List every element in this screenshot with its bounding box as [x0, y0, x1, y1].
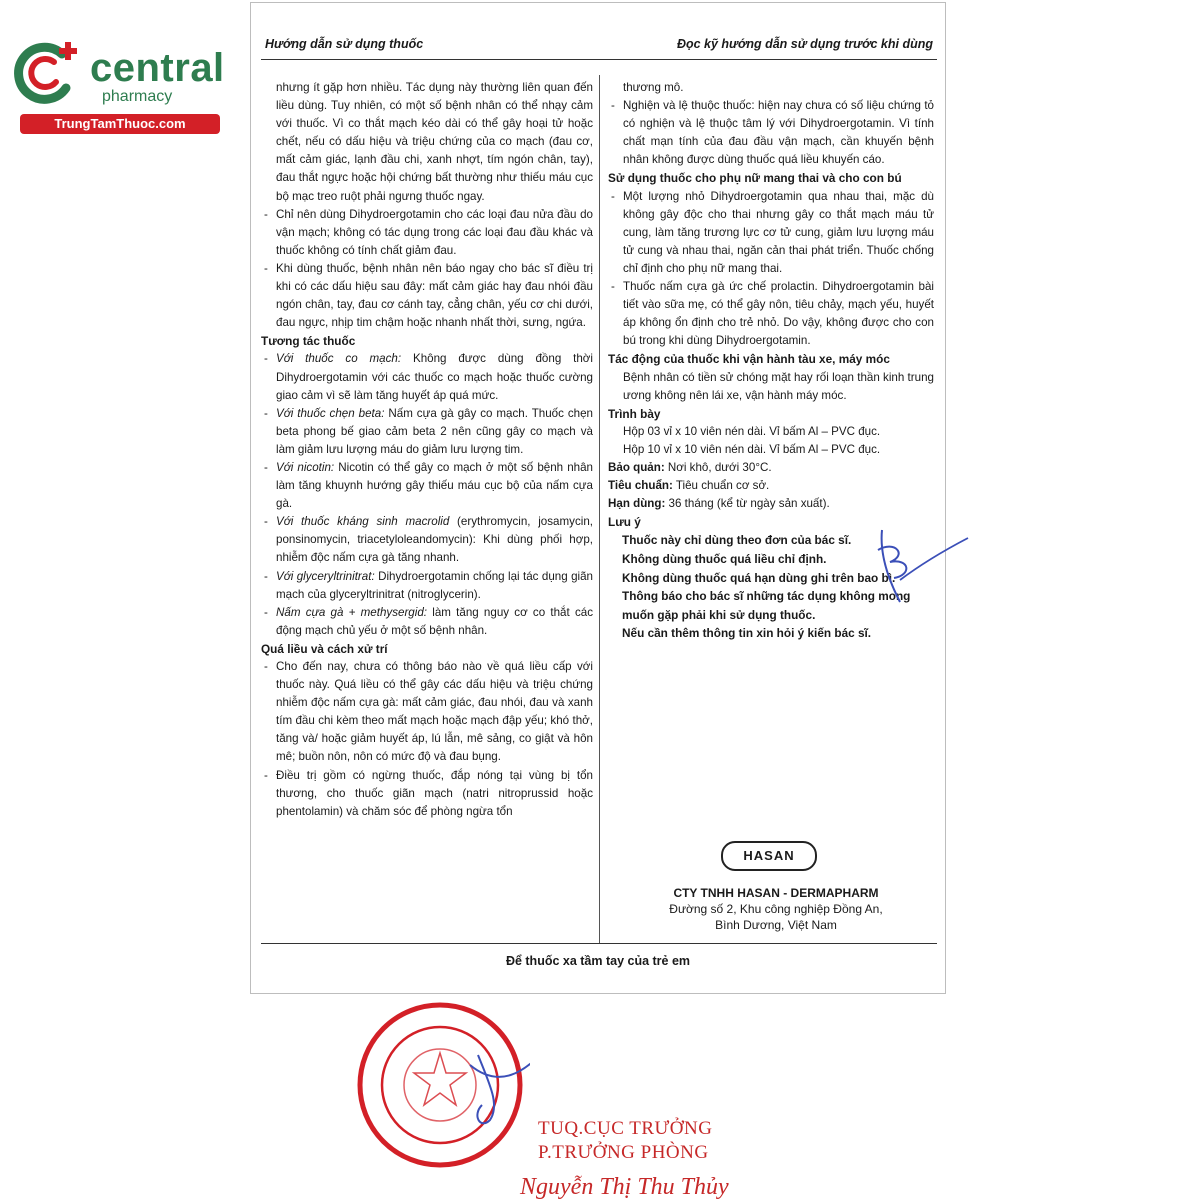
footer-divider: [261, 943, 937, 944]
intro-paragraph: nhưng ít gặp hơn nhiều. Tác dụng này thường liên quan đến liều dùng. Tuy nhiên, có một số bệnh nhân có thể nhạy cảm với thuốc. Vì co thắt mạch kéo dài có thể gây hoại tử hoặc chết, nếu có dấu hiệu và triệu chứng của co mạch (đau cơ, mất cảm giác, lạnh đầu chi, xanh nhợt, tím ngón chân, tay), đau thắt ngực hoặc hội chứng bất thường như thiếu máu cục bộ mạc treo ruột phải ngưng thuốc ngay.: [276, 81, 593, 203]
storage-line: [608, 459, 934, 477]
interaction-label: Với nicotin:: [276, 460, 335, 474]
header-right: Đọc kỹ hướng dẫn sử dụng trước khi dùng: [676, 37, 933, 51]
standard-value: Tiêu chuẩn cơ sở.: [672, 479, 770, 493]
presentation-item: Hộp 10 vỉ x 10 viên nén dài. Vỉ bấm Al – PVC đục.: [623, 442, 881, 456]
storage-value: Nơi khô, dưới 30°C.: [664, 460, 772, 474]
overdose-item: - Điều trị gồm có ngừng thuốc, đắp nóng tại vùng bị tổn thương, cho thuốc giãn mạch (natri nitroprussid hoặc phentolamin) và chăm sóc để phòng ngừa tổn: [261, 767, 593, 821]
company-address-line: Bình Dương, Việt Nam: [715, 918, 837, 932]
pharmacy-logo: [10, 36, 225, 136]
interaction-text: (erythromycin, josamycin, ponsinomycin, triacetyloleandomycin): Khi dùng phối hợp, nhiễm độc nấm cựa gà tăng nhanh.: [276, 515, 593, 565]
official-stamp-icon: [350, 995, 530, 1175]
standard-line: [608, 477, 934, 495]
interaction-text: Nấm cựa gà gây co mạch. Thuốc chẹn beta phong bế giao cảm beta 2 nên cũng gây co mạch và làm giảm lưu lượng máu do giảm lưu lượng tim.: [276, 406, 593, 456]
leaflet-page: [250, 2, 946, 994]
signature-title-2: P.TRƯỞNG PHÒNG: [538, 1142, 709, 1163]
expiry-line: [608, 495, 934, 513]
section-title-notes: Lưu ý: [608, 515, 641, 530]
signature-block: [520, 1118, 729, 1201]
signature-title-1: TUQ.CỤC TRƯỞNG: [538, 1118, 713, 1139]
header-divider: [261, 59, 937, 60]
interaction-item: [261, 405, 593, 459]
interaction-label: Với thuốc kháng sinh macrolid: [276, 515, 450, 529]
continuation-text: thương mô.: [623, 81, 684, 94]
section-title-driving: Tác động của thuốc khi vận hành tàu xe, máy móc: [608, 352, 890, 367]
expiry-value: 36 tháng (kể từ ngày sản xuất).: [665, 497, 830, 511]
interaction-label: Nấm cựa gà + methysergid:: [276, 605, 428, 619]
section-title-pregnancy: Sử dụng thuốc cho phụ nữ mang thai và cho con bú: [608, 171, 902, 186]
pregnancy-item: - Một lượng nhỏ Dihydroergotamin qua nhau thai, mặc dù không gây độc cho thai nhưng gây co thắt mạch máu tử cung, làm tăng trương lực cơ tử cung, giảm lưu lượng máu tử cung và nhau thai, ngăn cản thai phát triển. Thuốc chống chỉ định cho phụ nữ mang thai.: [608, 188, 934, 278]
interaction-label: Với thuốc chẹn beta:: [276, 406, 385, 420]
note-item: Không dùng thuốc quá hạn dùng ghi trên bao bì.: [622, 570, 896, 585]
bullet-item: - Khi dùng thuốc, bệnh nhân nên báo ngay cho bác sĩ điều trị khi có các dấu hiệu sau đây: mất cảm giác hay đau nhói đầu ngón chân, tay, đau cơ cánh tay, cẳng chân, yếu cơ chi dưới, đau ngực, nhịp tim chậm hoặc nhanh nhất thời, sưng, ngứa.: [261, 260, 593, 332]
interaction-item: [261, 459, 593, 513]
interaction-item: [261, 568, 593, 604]
storage-label: Bảo quản:: [608, 460, 665, 474]
dependency-item: - Nghiện và lệ thuộc thuốc: hiện nay chưa có số liệu chứng tỏ có nghiện và lệ thuộc tâm lý với Dihydroergotamin. Vì tính chất mạn tính của đau đầu vận mạch, cần khuyến bệnh nhân không được dùng thuốc quá liều khuyến cáo.: [608, 97, 934, 169]
logo-url: TrungTamThuoc.com: [20, 114, 220, 134]
section-title-presentation: Trình bày: [608, 406, 661, 421]
note-item: Thông báo cho bác sĩ những tác dụng không mong muốn gặp phải khi sử dụng thuốc.: [622, 589, 911, 622]
section-title-overdose: Quá liều và cách xử trí: [261, 641, 388, 656]
logo-brand: central: [90, 46, 225, 90]
manufacturer-logo: HASAN: [721, 841, 817, 871]
company-name: CTY TNHH HASAN - DERMAPHARM: [673, 886, 879, 900]
interaction-item: [261, 513, 593, 567]
note-item: Nếu cần thêm thông tin xin hỏi ý kiến bác sĩ.: [622, 626, 872, 641]
interaction-label: Với thuốc co mạch:: [276, 352, 402, 366]
section-title-interactions: Tương tác thuốc: [261, 334, 356, 349]
driving-text: Bệnh nhân có tiền sử chóng mặt hay rối loạn thần kinh trung ương không nên lái xe, vận hành máy móc.: [623, 370, 934, 402]
interaction-text: Không được dùng đồng thời Dihydroergotamin với các thuốc co mạch hoặc thuốc cường giao cảm vì sẽ làm tăng huyết áp quá mức.: [276, 352, 593, 402]
signer-name: Nguyễn Thị Thu Thủy: [520, 1174, 729, 1200]
interaction-item: [261, 350, 593, 404]
interaction-item: [261, 604, 593, 640]
interaction-text: Nicotin có thể gây co mạch ở một số bệnh nhân làm tăng khuynh hướng gây thiếu máu cục bộ của nấm cựa gà.: [276, 460, 594, 511]
standard-label: Tiêu chuẩn:: [608, 479, 673, 493]
presentation-item: Hộp 03 vỉ x 10 viên nén dài. Vỉ bấm Al – PVC đục.: [623, 424, 881, 438]
left-column: [261, 79, 593, 821]
company-address-line: Đường số 2, Khu công nghiệp Đồng An,: [669, 902, 883, 916]
footer-warning: Để thuốc xa tầm tay của trẻ em: [505, 954, 691, 968]
note-item: Thuốc này chỉ dùng theo đơn của bác sĩ.: [622, 533, 852, 548]
header-left: Hướng dẫn sử dụng thuốc: [265, 37, 424, 51]
interaction-text: Dihydroergotamin chống lại tác dụng giãn mạch của glyceryltrinitrat (nitroglycerin).: [276, 569, 593, 601]
note-item: Không dùng thuốc quá liều chỉ định.: [622, 551, 827, 566]
interaction-text: làm tăng nguy cơ co thắt các động mạch chủ yếu ở một số bệnh nhân.: [276, 605, 593, 637]
pregnancy-item: - Thuốc nấm cựa gà ức chế prolactin. Dihydroergotamin bài tiết vào sữa mẹ, có thể gây nôn, tiêu chảy, mạch yếu, huyết áp không ổn định cho trẻ nhỏ. Do vậy, không được cho con bú trong khi dùng Dihydroergotamin.: [608, 278, 934, 350]
logo-subtitle: pharmacy: [102, 88, 173, 105]
company-block: [608, 885, 944, 933]
logo-c-icon: [10, 36, 90, 112]
column-divider: [599, 75, 600, 943]
bullet-item: - Chỉ nên dùng Dihydroergotamin cho các loại đau nửa đầu do vận mạch; không có tác dụng trong các loại đau đầu khác và thuốc không có tính chất giảm đau.: [261, 206, 593, 260]
handwritten-mark-icon: [860, 520, 970, 610]
expiry-label: Hạn dùng:: [608, 497, 666, 511]
overdose-item: - Cho đến nay, chưa có thông báo nào về quá liều cấp với thuốc này. Quá liều có thể gây các dấu hiệu và triệu chứng nhiễm độc nấm cựa gà: mất cảm giác, đau nhói, đau và xanh tím đầu chi kèm theo mất mạch hoặc mạch đập yếu; khó thở, tăng và/ hoặc giảm huyết áp, lú lẫn, mê sảng, co giật và hôn mê; buồn nôn, nôn có mức độ và đau bụng.: [261, 658, 593, 767]
interaction-label: Với glyceryltrinitrat:: [276, 569, 375, 583]
